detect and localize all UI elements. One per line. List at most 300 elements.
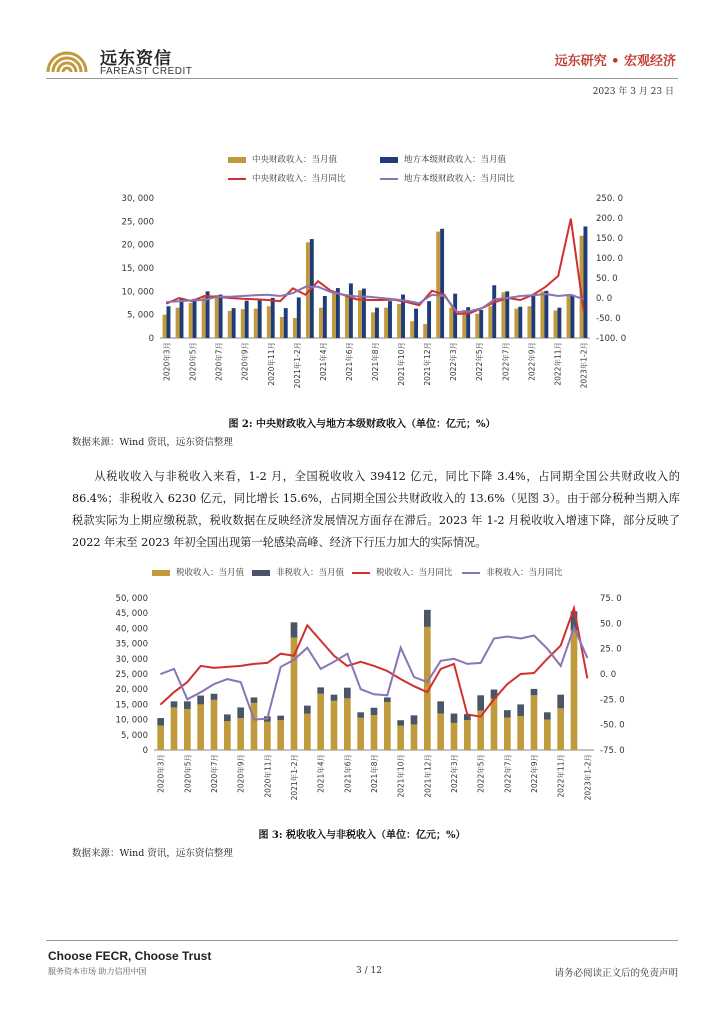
y2-tick-label: 50. 0: [596, 274, 618, 284]
bar-central: [527, 306, 531, 338]
bar-nontax: [184, 701, 191, 709]
line-point: [469, 311, 470, 312]
footer-rule: [46, 940, 678, 941]
bar-central: [202, 296, 206, 338]
company-name-en: FAREAST CREDIT: [100, 66, 193, 77]
x-tick-label: 2021年6月: [343, 754, 353, 793]
y-tick-label: 0: [148, 334, 154, 344]
line-point: [545, 293, 546, 294]
legend-label: 非税收入：当月值: [276, 568, 345, 578]
line-point: [570, 294, 571, 295]
report-date: 2023 年 3 月 23 日: [592, 87, 674, 97]
bar-tax: [451, 723, 458, 750]
bar-nontax: [197, 696, 204, 705]
y-tick-label: 15, 000: [121, 264, 154, 274]
line-point: [413, 676, 414, 677]
line-point: [191, 300, 192, 301]
bar-nontax: [357, 712, 364, 717]
bar-central: [319, 308, 323, 338]
line-point: [173, 692, 174, 693]
bar-tax: [544, 720, 551, 750]
bar-tax: [371, 715, 378, 750]
line-point: [216, 296, 217, 297]
line-point: [545, 286, 546, 287]
line-point: [200, 692, 201, 693]
bar-central: [397, 304, 401, 338]
legend-swatch: [380, 157, 398, 163]
logo: [44, 42, 90, 76]
fareast-logo-icon: [44, 42, 90, 76]
bar-nontax: [451, 714, 458, 723]
x-tick-label: 2021年12月: [423, 754, 433, 798]
line-point: [355, 299, 356, 300]
bar-nontax: [411, 715, 418, 724]
line-point: [360, 689, 361, 690]
bar-tax: [304, 714, 311, 750]
line-point: [453, 663, 454, 664]
bar-nontax: [291, 622, 298, 637]
bar-nontax: [371, 708, 378, 715]
line-point: [347, 665, 348, 666]
line-point: [469, 313, 470, 314]
disclaimer-note: 请务必阅读正文后的免责声明: [554, 968, 678, 979]
bar-tax: [264, 722, 271, 750]
bar-tax: [211, 700, 218, 750]
line-point: [507, 684, 508, 685]
line-point: [453, 658, 454, 659]
legend-swatch: [228, 178, 246, 180]
x-tick-label: 2022年7月: [501, 342, 511, 381]
line-point: [305, 286, 306, 287]
line-point: [482, 307, 483, 308]
line-point: [413, 686, 414, 687]
x-tick-label: 2021年8月: [371, 342, 380, 381]
bar-local: [193, 299, 197, 338]
x-tick-label: 2020年7月: [210, 754, 219, 793]
figure-2-caption: 图 2: 中央财政收入与地方本级财政收入（单位：亿元；%）: [228, 419, 496, 430]
chart1-legend: [228, 153, 588, 189]
line-point: [520, 295, 521, 296]
line-point: [293, 659, 294, 660]
line-point: [573, 608, 574, 609]
line-point: [213, 684, 214, 685]
bar-central: [436, 232, 440, 338]
bar-central: [254, 309, 258, 338]
footer-slogan: Choose FECR, Choose Trust: [48, 949, 212, 963]
bar-nontax: [384, 697, 391, 702]
bar-nontax: [237, 707, 244, 718]
line-point: [179, 297, 180, 298]
legend-swatch: [462, 572, 480, 574]
bar-local: [167, 306, 171, 338]
line-point: [280, 653, 281, 654]
line-point: [387, 670, 388, 671]
line-point: [292, 288, 293, 289]
line-point: [213, 667, 214, 668]
line-point: [166, 301, 167, 302]
legend-item: [380, 153, 506, 165]
bar-tax: [277, 720, 284, 750]
line-point: [560, 645, 561, 646]
x-tick-label: 2021年6月: [344, 342, 354, 381]
x-tick-label: 2023年1-2月: [583, 754, 593, 801]
bar-tax: [517, 716, 524, 750]
bar-nontax: [331, 695, 338, 701]
y-tick-label: 30, 000: [115, 654, 148, 665]
bar-tax: [357, 718, 364, 750]
line-point: [494, 301, 495, 302]
bar-nontax: [251, 697, 258, 702]
x-tick-label: 2020年11月: [263, 754, 273, 798]
x-tick-label: 2020年3月: [156, 754, 166, 793]
header-rule: [46, 78, 678, 79]
line-point: [532, 295, 533, 296]
line-point: [204, 299, 205, 300]
bar-tax: [397, 726, 404, 750]
bar-tax: [237, 718, 244, 750]
x-tick-label: 2020年9月: [236, 754, 246, 793]
bar-central: [332, 291, 336, 338]
line-point: [373, 665, 374, 666]
line-point: [558, 275, 559, 276]
bar-nontax: [171, 701, 178, 707]
bar-central: [189, 303, 193, 338]
line-point: [166, 303, 167, 304]
bar-tax: [331, 701, 338, 750]
y2-tick-label: 0. 0: [600, 670, 617, 680]
bar-nontax: [157, 718, 164, 726]
y-tick-label: 10, 000: [115, 715, 148, 726]
legend-swatch: [352, 572, 370, 574]
y-tick-label: 15, 000: [115, 700, 148, 711]
legend-label: 中央财政收入：当月值: [252, 155, 338, 165]
line-point: [431, 294, 432, 295]
line-point: [293, 655, 294, 656]
bar-central: [345, 296, 349, 338]
x-tick-label: 2022年3月: [450, 754, 459, 793]
line-point: [480, 716, 481, 717]
bar-central: [215, 295, 219, 338]
bar-central: [163, 315, 167, 338]
line-point: [280, 666, 281, 667]
y-tick-label: 30, 000: [121, 194, 154, 204]
line-point: [320, 668, 321, 669]
bar-central: [280, 317, 284, 338]
line-point: [318, 281, 319, 282]
line-point: [520, 673, 521, 674]
bar-tax: [571, 630, 578, 750]
line-point: [560, 665, 561, 666]
x-tick-label: 2022年9月: [530, 754, 539, 793]
bar-nontax: [277, 716, 284, 721]
footer-subslogan: 服务资本市场 助力信用中国: [48, 967, 147, 976]
line-point: [467, 663, 468, 664]
y-tick-label: 5, 000: [126, 310, 154, 321]
legend-swatch: [252, 570, 270, 576]
line-point: [570, 218, 571, 219]
figure-2-source: 数据来源：Wind 资讯，远东资信整理: [72, 437, 233, 448]
line-point: [400, 678, 401, 679]
bar-local: [336, 288, 340, 338]
y2-tick-label: -25. 0: [600, 695, 625, 706]
line-point: [330, 291, 331, 292]
company-name-cn: 远东资信: [100, 49, 172, 69]
line-point: [419, 303, 420, 304]
legend-swatch: [152, 570, 170, 576]
line-point: [381, 299, 382, 300]
bar-local: [492, 285, 496, 338]
bar-nontax: [531, 689, 538, 695]
y-tick-label: 45, 000: [115, 609, 148, 620]
y-tick-label: 5, 000: [120, 730, 148, 741]
x-tick-label: 2021年12月: [423, 342, 433, 386]
line-point: [494, 299, 495, 300]
legend-item: [462, 566, 563, 578]
x-tick-label: 2020年9月: [240, 342, 250, 381]
bar-local: [271, 298, 275, 338]
bar-central: [488, 306, 492, 338]
y-tick-label: 25, 000: [121, 217, 154, 228]
line-point: [520, 638, 521, 639]
line-point: [587, 677, 588, 678]
y-tick-label: 20, 000: [121, 240, 154, 251]
bar-nontax: [424, 610, 431, 627]
report-section: 远东研究 • 宏观经济: [554, 54, 676, 69]
bar-tax: [491, 699, 498, 750]
bar-local: [414, 309, 418, 338]
x-tick-label: 2022年11月: [553, 342, 563, 386]
bar-local: [180, 298, 184, 338]
bar-central: [371, 312, 375, 338]
bar-local: [453, 294, 457, 338]
bar-local: [427, 301, 431, 338]
line-point: [431, 290, 432, 291]
legend-label: 地方本级财政收入：当月值: [404, 155, 507, 165]
line-point: [320, 640, 321, 641]
line-series-a: [161, 608, 588, 717]
bar-local: [349, 283, 353, 338]
line-point: [160, 704, 161, 705]
x-tick-label: 2022年7月: [503, 754, 513, 793]
bar-local: [479, 310, 483, 338]
x-tick-label: 2022年11月: [556, 754, 566, 798]
body-paragraph: 从税收收入与非税收入来看，1-2 月，全国税收收入 39412 亿元，同比下降 3.4%，占同期全国公共财政收入的 86.4%；非税收入 6230 亿元，同比增长 15.6%，占同期全国公共财政收入的 13.6%（见图 3）。由于部分税种当期入库税款实际为上期应缴税款，税收数据在反映经济发展情况方面存在滞后。2023 年 1-2 月税收收入增速下降，部分反映了 2022 年末至 2023 年初全国出现第一轮感染高峰、经济下行压力加大的实际情况。: [72, 470, 680, 549]
line-point: [227, 666, 228, 667]
x-tick-label: 2022年5月: [476, 754, 486, 793]
y-tick-label: 25, 000: [115, 670, 148, 680]
bar-tax: [251, 703, 258, 750]
bar-nontax: [344, 688, 351, 699]
line-point: [242, 298, 243, 299]
figure-3-caption: 图 3: 税收收入与非税收入（单位：亿元；%）: [258, 830, 466, 841]
bar-nontax: [477, 695, 484, 710]
line-series-a: [167, 219, 584, 314]
bar-nontax: [224, 714, 231, 721]
line-point: [427, 682, 428, 683]
bar-nontax: [211, 694, 218, 700]
line-point: [292, 293, 293, 294]
line-point: [573, 627, 574, 628]
bar-central: [540, 291, 544, 338]
legend-swatch: [228, 157, 246, 163]
chart2-legend: [152, 566, 652, 580]
line-point: [347, 653, 348, 654]
bar-tax: [224, 721, 231, 750]
bar-central: [228, 311, 232, 338]
line-point: [440, 668, 441, 669]
bar-local: [557, 308, 561, 338]
x-tick-label: 2022年3月: [449, 342, 459, 381]
y2-tick-label: 250. 0: [596, 194, 624, 204]
line-point: [493, 699, 494, 700]
bar-central: [423, 324, 427, 338]
bar-central: [384, 308, 388, 338]
bar-nontax: [317, 687, 324, 693]
line-point: [267, 718, 268, 719]
y-tick-label: 50, 000: [115, 594, 148, 604]
line-point: [187, 682, 188, 683]
y-tick-label: 20, 000: [115, 685, 148, 696]
bar-tax: [464, 720, 471, 750]
y2-tick-label: -50. 0: [596, 314, 621, 324]
line-point: [373, 694, 374, 695]
y-tick-label: 35, 000: [115, 639, 148, 650]
line-point: [547, 648, 548, 649]
line-point: [305, 294, 306, 295]
bar-tax: [344, 698, 351, 750]
bar-local: [375, 308, 379, 338]
line-point: [368, 296, 369, 297]
y2-tick-label: 50. 0: [600, 619, 622, 630]
legend-item: [228, 153, 337, 165]
line-point: [467, 714, 468, 715]
bar-central: [567, 296, 571, 338]
bar-central: [176, 308, 180, 338]
y2-tick-label: 100. 0: [596, 254, 624, 264]
line-point: [547, 658, 548, 659]
bar-nontax: [304, 706, 311, 714]
line-point: [480, 662, 481, 663]
bar-tax: [557, 708, 564, 750]
bar-local: [440, 229, 444, 338]
x-tick-label: 2020年3月: [162, 342, 172, 381]
line-point: [240, 665, 241, 666]
y2-tick-label: 150. 0: [596, 234, 624, 244]
line-point: [406, 300, 407, 301]
line-point: [267, 662, 268, 663]
line-point: [204, 295, 205, 296]
line-point: [520, 299, 521, 300]
x-tick-label: 2022年9月: [527, 342, 537, 381]
bar-tax: [531, 695, 538, 750]
line-point: [381, 297, 382, 298]
line-point: [254, 295, 255, 296]
bar-local: [219, 295, 223, 338]
y-tick-label: 0: [142, 746, 148, 756]
y2-tick-label: 75. 0: [600, 594, 622, 604]
bar-tax: [504, 717, 511, 750]
x-tick-label: 2020年7月: [214, 342, 224, 381]
chart-2: [108, 588, 648, 818]
line-point: [587, 657, 588, 658]
bar-local: [531, 294, 535, 338]
line-point: [253, 663, 254, 664]
line-point: [254, 299, 255, 300]
line-point: [583, 309, 584, 310]
legend-item: [152, 566, 244, 578]
line-point: [493, 638, 494, 639]
y2-tick-label: -100. 0: [596, 334, 627, 344]
legend-label: 非税收入：当月同比: [486, 568, 563, 578]
line-point: [179, 301, 180, 302]
line-point: [419, 305, 420, 306]
legend-item: [352, 566, 453, 578]
line-point: [280, 301, 281, 302]
line-point: [427, 692, 428, 693]
x-tick-label: 2021年8月: [370, 754, 379, 793]
bar-tax: [384, 702, 391, 750]
x-tick-label: 2021年4月: [316, 754, 326, 793]
line-point: [400, 647, 401, 648]
line-point: [440, 660, 441, 661]
line-point: [360, 661, 361, 662]
line-point: [533, 635, 534, 636]
bar-tax: [184, 709, 191, 750]
line-point: [368, 299, 369, 300]
figure-3-source: 数据来源：Wind 资讯，远东资信整理: [72, 848, 233, 859]
bar-nontax: [557, 695, 564, 709]
bar-tax: [197, 704, 204, 750]
line-point: [229, 296, 230, 297]
bar-tax: [411, 724, 418, 750]
bar-local: [245, 301, 249, 338]
line-point: [457, 311, 458, 312]
y2-tick-label: -75. 0: [600, 746, 625, 756]
line-point: [160, 673, 161, 674]
bar-nontax: [437, 701, 444, 713]
line-point: [583, 299, 584, 300]
bar-tax: [171, 707, 178, 750]
y-tick-label: 10, 000: [121, 287, 154, 298]
bar-central: [410, 321, 414, 338]
line-point: [558, 295, 559, 296]
line-point: [507, 297, 508, 298]
figure-2: [110, 150, 630, 390]
x-tick-label: 2021年10月: [397, 342, 407, 386]
line-point: [444, 295, 445, 296]
chart-1: [110, 192, 630, 392]
legend-item: [380, 172, 515, 184]
line-point: [242, 295, 243, 296]
bar-local: [297, 297, 301, 338]
line-point: [355, 296, 356, 297]
x-tick-label: 2020年5月: [183, 754, 193, 793]
figure-3: [108, 562, 648, 812]
bar-central: [293, 318, 297, 338]
line-point: [457, 313, 458, 314]
line-point: [253, 719, 254, 720]
bar-central: [267, 306, 271, 338]
x-tick-label: 2023年1-2月: [579, 342, 589, 389]
bar-central: [241, 309, 245, 338]
x-tick-label: 2022年5月: [475, 342, 485, 381]
y2-tick-label: -50. 0: [600, 720, 625, 731]
bar-central: [554, 310, 558, 338]
legend-label: 税收收入：当月同比: [376, 568, 453, 578]
line-point: [187, 699, 188, 700]
legend-item: [252, 566, 344, 578]
line-point: [267, 294, 268, 295]
